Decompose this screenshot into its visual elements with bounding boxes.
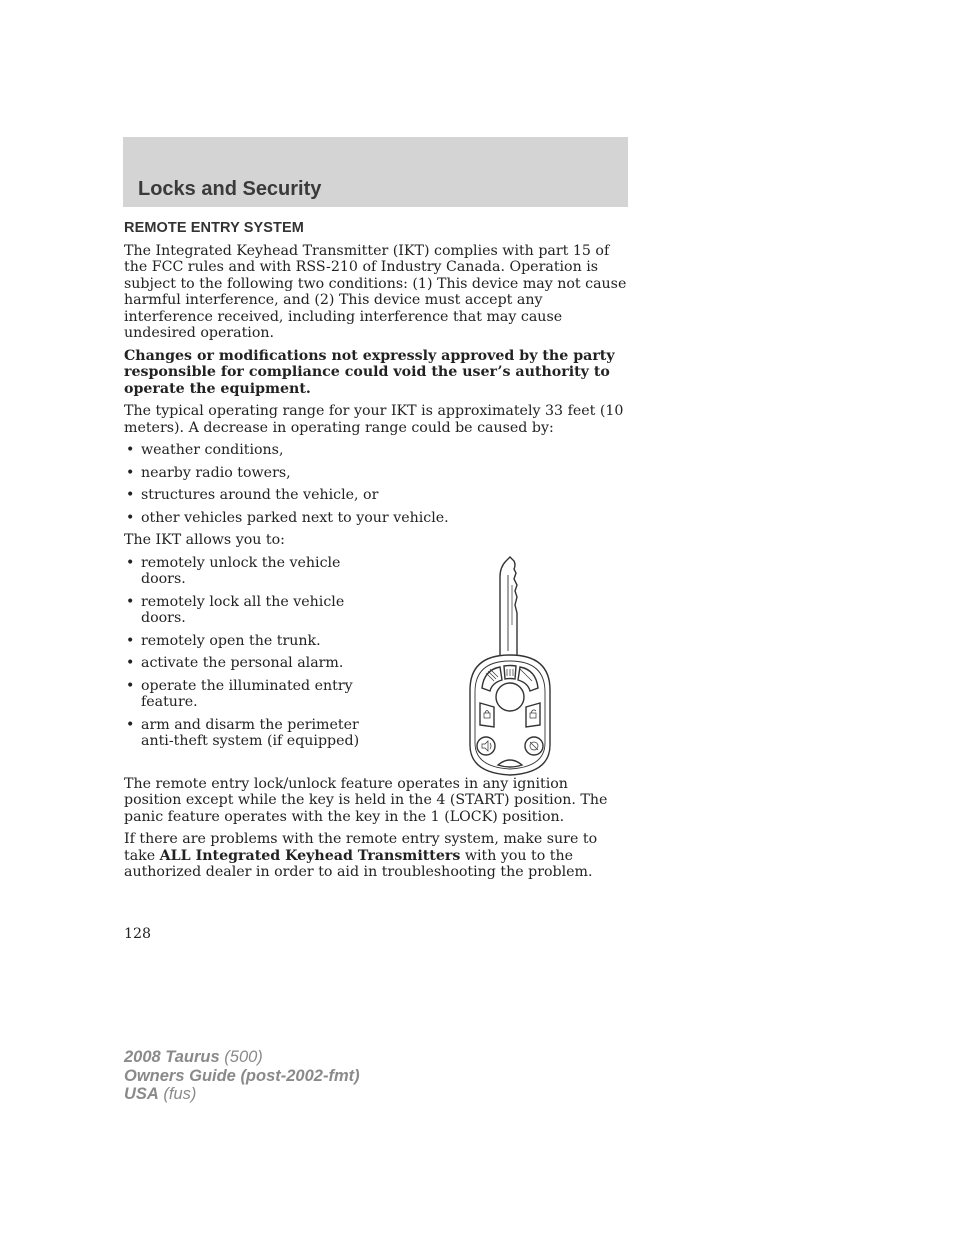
list-item: • weather conditions, (124, 442, 628, 459)
section-heading: REMOTE ENTRY SYSTEM (124, 220, 304, 236)
list-item: • remotely unlock the vehicle doors. (124, 555, 364, 588)
troubleshooting-paragraph: If there are problems with the remote entry system, make sure to take ALL Integrated Keyhead Transmitters with you to the authorized dealer in order to aid in troubleshooting the problem. (124, 831, 598, 880)
range-causes-list (124, 442, 628, 526)
list-item: • remotely open the trunk. (124, 633, 364, 650)
section-header-band (123, 137, 628, 207)
page-number: 128 (124, 926, 152, 942)
list-item: • other vehicles parked next to your vehicle. (124, 510, 628, 527)
ikt-features-list (124, 555, 364, 750)
operating-range-paragraph: The typical operating range for your IKT is approximately 33 feet (10 meters). A decrease in operating range could be caused by: (124, 403, 624, 436)
list-item: • activate the personal alarm. (124, 655, 364, 672)
list-item: • remotely lock all the vehicle doors. (124, 594, 364, 627)
ignition-position-paragraph: The remote entry lock/unlock feature operates in any ignition position except while the key is held in the 4 (START) position. The panic feature operates with the key in the 1 (LOCK) position. (124, 775, 608, 825)
fcc-compliance-paragraph: The Integrated Keyhead Transmitter (IKT) complies with part 15 of the FCC rules and with RSS-210 of Industry Canada. Operation is subject to the following two conditions: (1) This device may not cause harmful interference, and (2) This device must accept any interference received, including interference that may cause undesired operation. (124, 242, 627, 341)
list-item: • structures around the vehicle, or (124, 487, 628, 504)
ikt-feature-block (124, 555, 628, 750)
document-footer: 2008 Taurus (500) Owners Guide (post-2002-fmt) USA (fus) (124, 1048, 360, 1103)
list-item: • operate the illuminated entry feature. (124, 678, 364, 711)
list-item: • nearby radio towers, (124, 465, 628, 482)
ikt-intro: The IKT allows you to: (124, 532, 285, 548)
keyhead-transmitter-illustration (460, 555, 560, 785)
modification-warning: Changes or modifications not expressly approved by the party responsible for compliance could void the user’s authority to operate the equipment. (124, 347, 615, 397)
ikt-emphasis: ALL Integrated Keyhead Transmitters (159, 847, 461, 864)
list-item: • arm and disarm the perimeter anti-theft system (if equipped) (124, 717, 364, 750)
page-content (124, 220, 628, 887)
chapter-title: Locks and Security (138, 178, 322, 200)
